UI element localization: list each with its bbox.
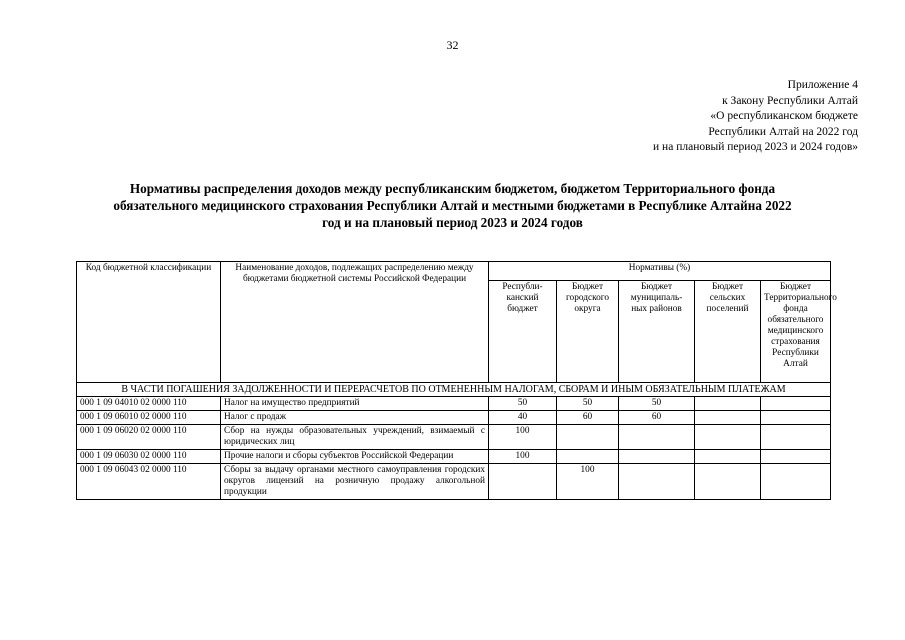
row-code: 000 1 09 04010 02 0000 110 <box>77 397 221 411</box>
title-line: обязательного медицинского страхования Республики Алтай и местными бюджетами в Республике Алтайна 2022 <box>113 198 792 213</box>
row-city <box>557 450 619 464</box>
row-code: 000 1 09 06010 02 0000 110 <box>77 411 221 425</box>
appendix-line: Приложение 4 <box>787 79 858 91</box>
table-row <box>77 411 831 425</box>
section-heading: В ЧАСТИ ПОГАШЕНИЯ ЗАДОЛЖЕННОСТИ И ПЕРЕРАСЧЕТОВ ПО ОТМЕНЕННЫМ НАЛОГАМ, СБОРАМ И ИНЫМ ОБЯЗАТЕЛЬНЫМ ПЛАТЕЖАМ <box>77 383 831 397</box>
header-municipal-budget: Бюджет муниципаль- ных районов <box>619 281 695 383</box>
appendix-line: Республики Алтай на 2022 год <box>708 125 858 138</box>
row-municipal <box>619 425 695 450</box>
title-line: год и на плановый период 2023 и 2024 годов <box>322 215 583 230</box>
table-row <box>77 425 831 450</box>
row-rural <box>695 464 761 500</box>
row-name: Сборы за выдачу органами местного самоуправления городских округов лицензий на розничную продажу алкогольной продукции <box>221 464 489 500</box>
header-name: Наименование доходов, подлежащих распределению между бюджетами бюджетной системы Российской Федерации <box>221 262 489 383</box>
row-republican: 100 <box>489 425 557 450</box>
row-fund <box>761 425 831 450</box>
header-code: Код бюджетной классификации <box>77 262 221 383</box>
table-row <box>77 450 831 464</box>
row-name: Сбор на нужды образовательных учреждений, взимаемый с юридических лиц <box>221 425 489 450</box>
appendix-line: «О республиканском бюджете <box>710 110 858 122</box>
row-fund <box>761 464 831 500</box>
row-rural <box>695 450 761 464</box>
appendix-line: и на плановый период 2023 и 2024 годов» <box>653 141 858 153</box>
table-row <box>77 464 831 500</box>
row-code: 000 1 09 06030 02 0000 110 <box>77 450 221 464</box>
row-code: 000 1 09 06043 02 0000 110 <box>77 464 221 500</box>
row-fund <box>761 397 831 411</box>
header-city-budget: Бюджет городского округа <box>557 281 619 383</box>
row-rural <box>695 411 761 425</box>
row-rural <box>695 397 761 411</box>
row-city: 60 <box>557 411 619 425</box>
row-fund <box>761 411 831 425</box>
row-municipal: 60 <box>619 411 695 425</box>
row-city <box>557 425 619 450</box>
appendix-reference <box>653 78 858 156</box>
row-republican <box>489 464 557 500</box>
row-fund <box>761 450 831 464</box>
row-name: Прочие налоги и сборы субъектов Российской Федерации <box>221 450 489 464</box>
row-rural <box>695 425 761 450</box>
row-code: 000 1 09 06020 02 0000 110 <box>77 425 221 450</box>
document-title <box>60 180 845 231</box>
page-number: 32 <box>446 38 459 52</box>
header-republican-budget: Республи- канский бюджет <box>489 281 557 383</box>
row-city: 100 <box>557 464 619 500</box>
row-municipal: 50 <box>619 397 695 411</box>
table-row <box>77 397 831 411</box>
row-name: Налог на имущество предприятий <box>221 397 489 411</box>
header-rural-budget: Бюджет сельских поселений <box>695 281 761 383</box>
row-republican: 50 <box>489 397 557 411</box>
header-fund-budget: Бюджет Территориального фонда обязательного медицинского страхования Республики Алтай <box>761 281 831 383</box>
appendix-line: к Закону Республики Алтай <box>722 94 858 107</box>
row-municipal <box>619 450 695 464</box>
normatives-table <box>76 261 837 500</box>
title-line: Нормативы распределения доходов между республиканским бюджетом, бюджетом Территориального фонда <box>129 181 776 196</box>
row-city: 50 <box>557 397 619 411</box>
header-normatives: Нормативы (%) <box>489 262 831 281</box>
row-municipal <box>619 464 695 500</box>
row-name: Налог с продаж <box>221 411 489 425</box>
row-republican: 100 <box>489 450 557 464</box>
row-republican: 40 <box>489 411 557 425</box>
